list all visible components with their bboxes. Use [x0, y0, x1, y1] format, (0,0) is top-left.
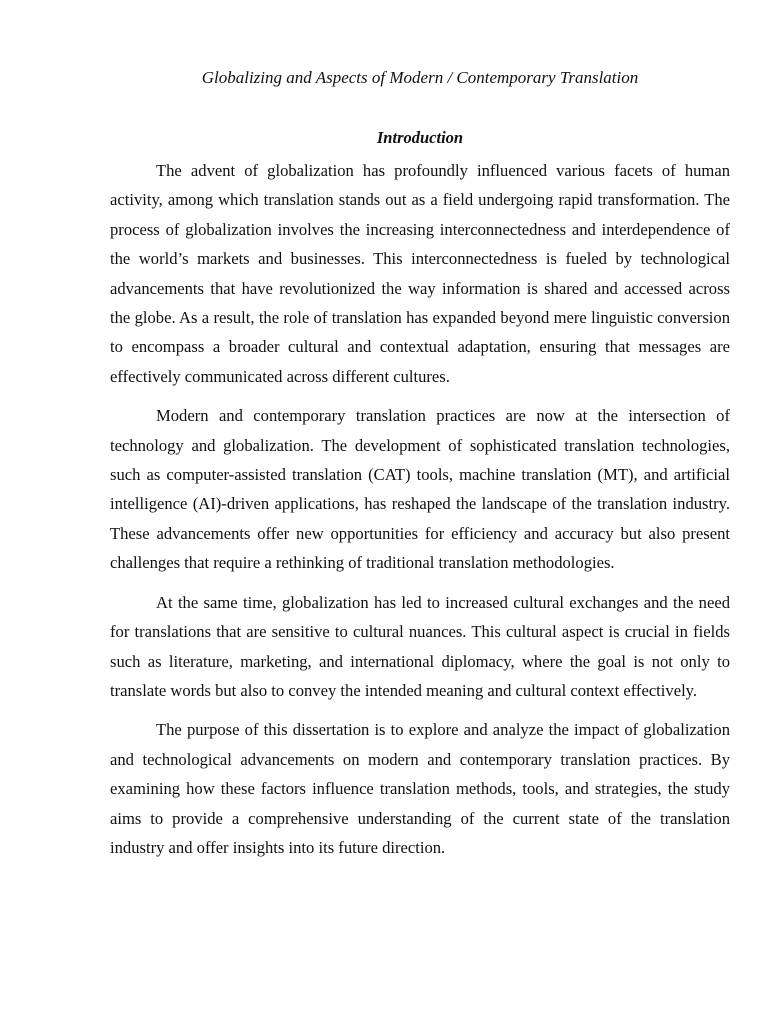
document-page: [110, 66, 730, 872]
paragraph-2: Modern and contemporary translation practices are now at the intersection of technology and globalization. The development of sophisticated translation technologies, such as computer-assisted translation (CAT) tools, machine translation (MT), and artificial intelligence (AI)-driven applications, has reshaped the landscape of the translation industry. These advancements offer new opportunities for efficiency and accuracy but also present challenges that require a rethinking of traditional translation methodologies.: [110, 406, 730, 573]
paragraph-1: The advent of globalization has profoundly influenced various facets of human activity, among which translation stands out as a field undergoing rapid transformation. The process of globalization involves the increasing interconnectedness and interdependence of the world’s markets and businesses. This interconnectedness is fueled by technological advancements that have revolutionized the way information is shared and accessed across the globe. As a result, the role of translation has expanded beyond mere linguistic conversion to encompass a broader cultural and contextual adaptation, ensuring that messages are effectively communicated across different cultures.: [110, 161, 730, 386]
document-title: Globalizing and Aspects of Modern / Contemporary Translation: [201, 68, 639, 87]
paragraph-3: At the same time, globalization has led to increased cultural exchanges and the need for translations that are sensitive to cultural nuances. This cultural aspect is crucial in fields such as literature, marketing, and international diplomacy, where the goal is not only to translate words but also to convey the intended meaning and cultural context effectively.: [110, 592, 730, 700]
paragraph-4: The purpose of this dissertation is to explore and analyze the impact of globalization and technological advancements on modern and contemporary translation practices. By examining how these factors influence translation methods, tools, and strategies, the study aims to provide a comprehensive understanding of the current state of the translation industry and offer insights into its future direction.: [110, 720, 730, 857]
section-heading: Introduction: [376, 128, 464, 147]
